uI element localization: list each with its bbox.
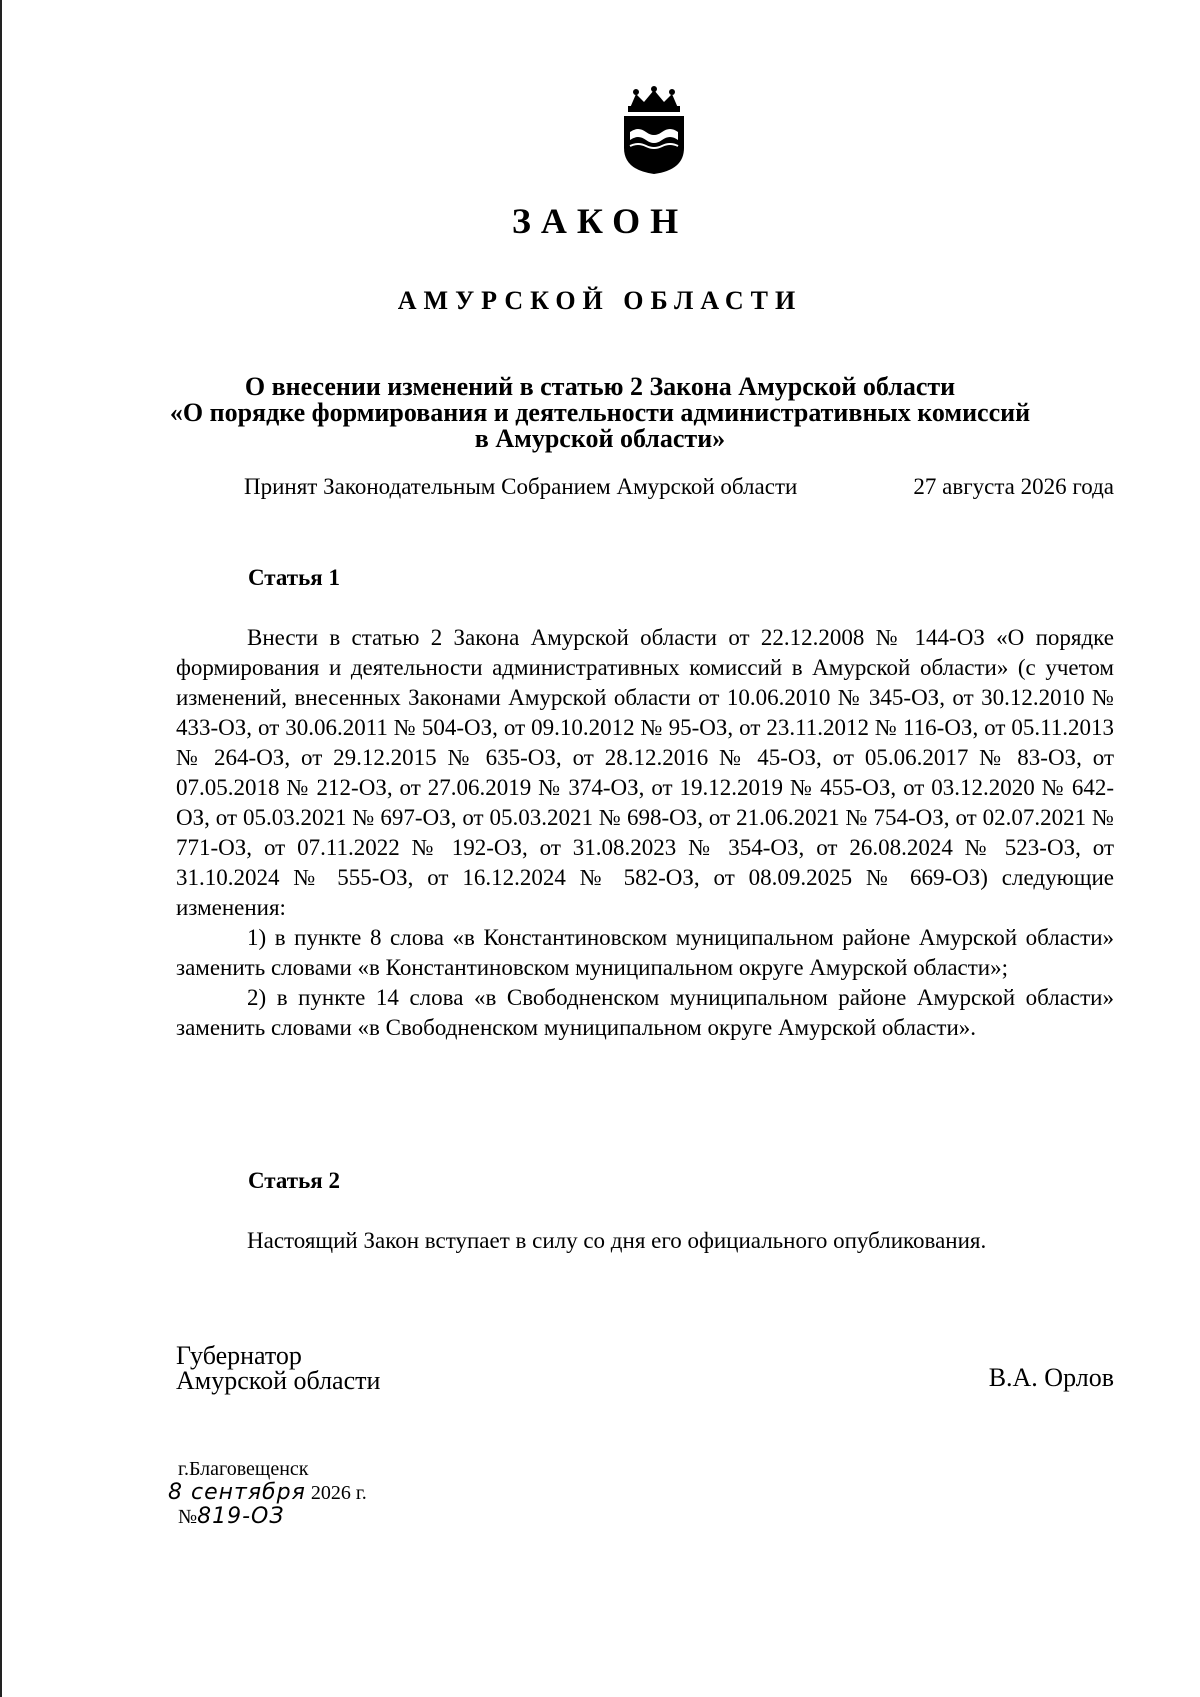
law-title-line: О внесении изменений в статью 2 Закона Амурской области bbox=[244, 372, 956, 401]
coat-of-arms-icon bbox=[616, 86, 692, 176]
handwritten-number: 819-ОЗ bbox=[197, 1504, 285, 1529]
signing-date bbox=[168, 1480, 367, 1505]
document-footer bbox=[168, 1457, 367, 1529]
law-title-line: «О порядке формирования и деятельности административных комиссий bbox=[169, 398, 1031, 427]
document-type-title: ЗАКОН bbox=[511, 201, 689, 241]
signing-year: 2026 г. bbox=[310, 1482, 367, 1504]
article-2-heading: Статья 2 bbox=[248, 1168, 340, 1193]
city: г.Благовещенск bbox=[178, 1458, 309, 1480]
law-title bbox=[150, 374, 1050, 452]
article-2-body bbox=[176, 1226, 1114, 1256]
number-prefix: № bbox=[178, 1506, 198, 1528]
signatory-position bbox=[176, 1343, 380, 1393]
position-line: Губернатор bbox=[176, 1341, 302, 1370]
law-title-line: в Амурской области» bbox=[474, 424, 726, 453]
article-paragraph: Настоящий Закон вступает в силу со дня его официального опубликования. bbox=[247, 1228, 987, 1253]
adoption-line bbox=[244, 474, 1114, 500]
article-1-body bbox=[176, 623, 1114, 1043]
handwritten-date: 8 сентября bbox=[168, 1480, 306, 1505]
position-line: Амурской области bbox=[176, 1366, 381, 1395]
article-paragraph: 2) в пункте 14 слова «в Свободненском муниципальном районе Амурской области» заменить словами «в Свободненском муниципальном округе Амурской области». bbox=[176, 985, 1114, 1040]
article-1-heading: Статья 1 bbox=[248, 565, 340, 590]
signatory-name: В.А. Орлов bbox=[988, 1363, 1114, 1392]
adopted-by: Принят Законодательным Собранием Амурской области bbox=[244, 474, 798, 499]
article-paragraph: 1) в пункте 8 слова «в Константиновском муниципальном районе Амурской области» заменить словами «в Константиновском муниципальном округе Амурской области»; bbox=[176, 925, 1114, 980]
adopted-date: 27 августа 2026 года bbox=[913, 474, 1114, 499]
scan-edge-line bbox=[0, 0, 2, 1697]
article-paragraph: Внести в статью 2 Закона Амурской области от 22.12.2008 № 144-ОЗ «О порядке формирования и деятельности административных комиссий в Амурской области» (с учетом изменений, внесенных Законами Амурской области от 10.06.2010 № 345-ОЗ, от 30.12.2010 № 433-ОЗ, от 30.06.2011 № 504-ОЗ, от 09.10.2012 № 95-ОЗ, от 23.11.2012 № 116-ОЗ, от 05.11.2013 № 264-ОЗ, от 29.12.2015 № 635-ОЗ, от 28.12.2016 № 45-ОЗ, от 05.06.2017 № 83-ОЗ, от 07.05.2018 № 212-ОЗ, от 27.06.2019 № 374-ОЗ, от 19.12.2019 № 455-ОЗ, от 03.12.2020 № 642-ОЗ, от 05.03.2021 № 697-ОЗ, от 05.03.2021 № 698-ОЗ, от 21.06.2021 № 754-ОЗ, от 02.07.2021 № 771-ОЗ, от 07.11.2022 № 192-ОЗ, от 31.08.2023 № 354-ОЗ, от 26.08.2024 № 523-ОЗ, от 31.10.2024 № 555-ОЗ, от 16.12.2024 № 582-ОЗ, от 08.09.2025 № 669-ОЗ) следующие изменения: bbox=[176, 625, 1114, 920]
law-number bbox=[178, 1505, 367, 1529]
region-title: АМУРСКОЙ ОБЛАСТИ bbox=[397, 286, 803, 315]
